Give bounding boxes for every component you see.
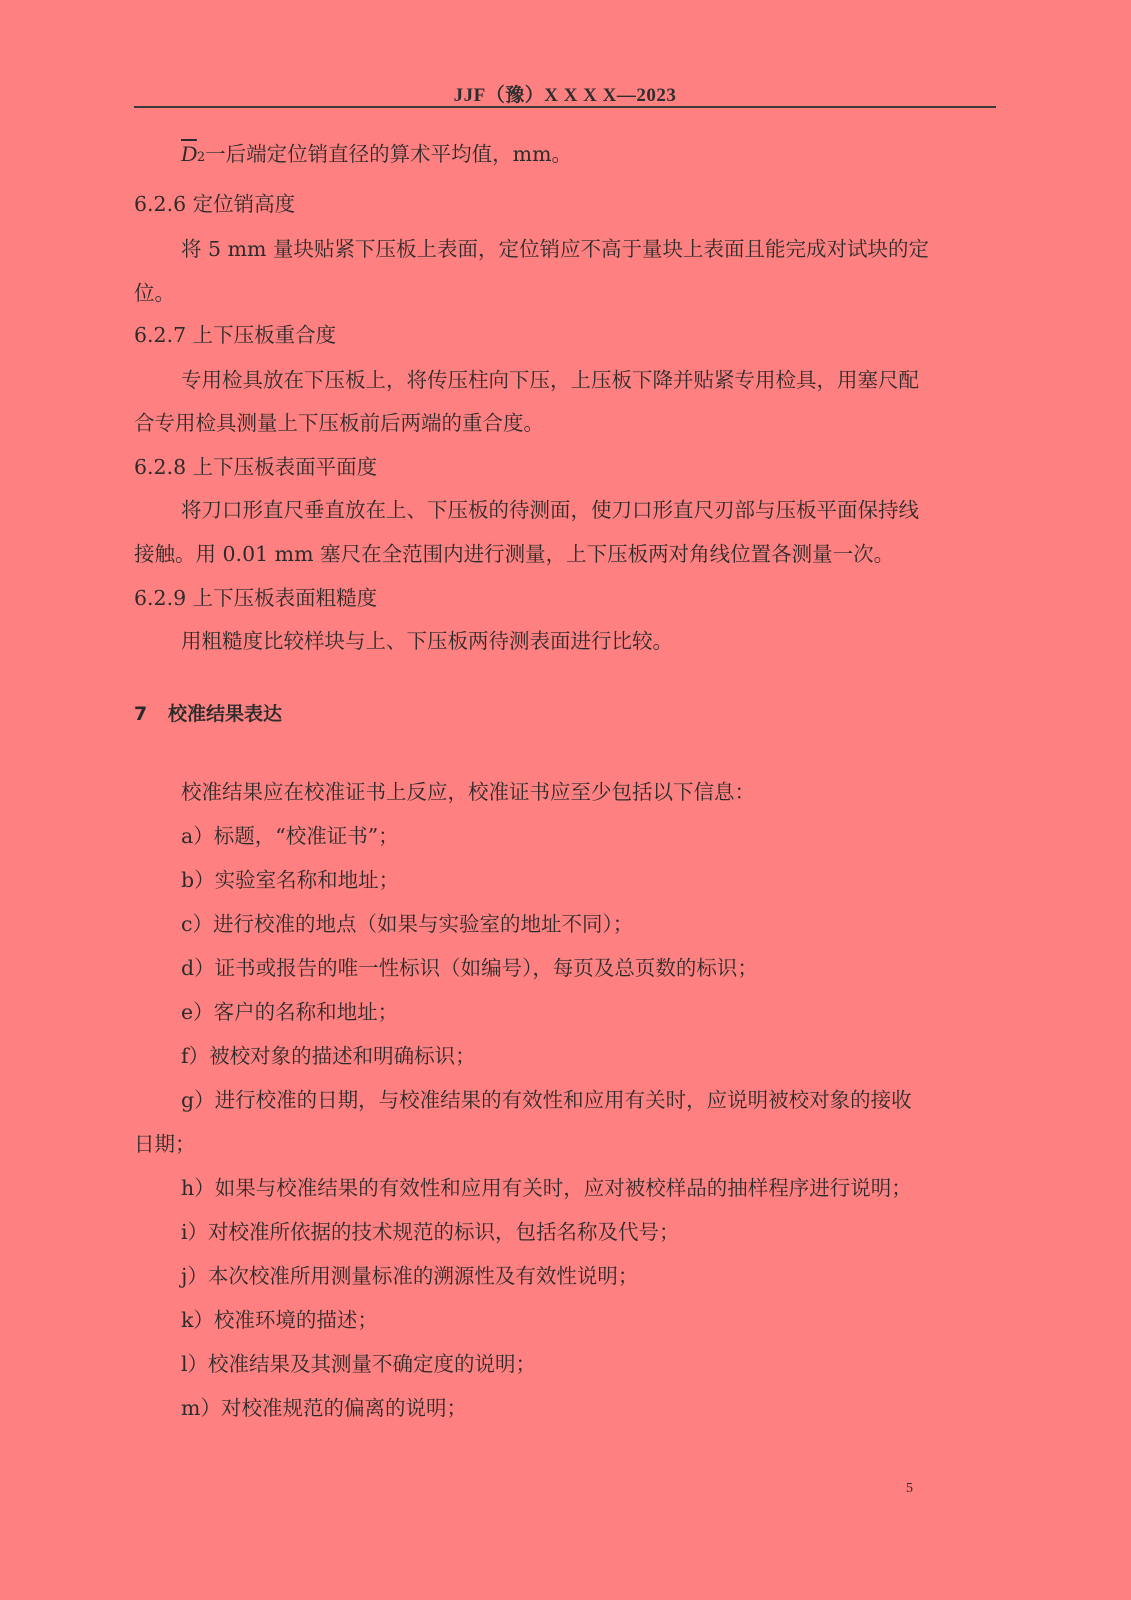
para-6-2-9-line1: 用粗糙度比较样块与上、下压板两待测表面进行比较。: [181, 629, 673, 653]
list-item-b: b）实验室名称和地址；: [181, 868, 400, 892]
section-7-number: 7: [134, 703, 148, 725]
section-7-title: 校准结果表达: [168, 703, 283, 725]
list-item-i: i）对校准所依据的技术规范的标识，包括名称及代号；: [181, 1220, 680, 1244]
para-6-2-7-line2: 合专用检具测量上下压板前后两端的重合度。: [134, 411, 544, 435]
list-item-e: e）客户的名称和地址；: [181, 1000, 399, 1024]
heading-6-2-9: 6.2.9 上下压板表面粗糙度: [134, 586, 378, 610]
para-6-2-8-line1: 将刀口形直尺垂直放在上、下压板的待测面，使刀口形直尺刃部与压板平面保持线: [181, 498, 919, 522]
d2-subscript: 2: [196, 150, 206, 165]
heading-6-2-6: 6.2.6 定位销高度: [134, 192, 296, 216]
heading-6-2-7: 6.2.7 上下压板重合度: [134, 323, 337, 347]
list-item-d: d）证书或报告的唯一性标识（如编号），每页及总页数的标识；: [181, 956, 758, 980]
list-item-f: f）被校对象的描述和明确标识；: [181, 1044, 476, 1068]
d2-symbol: $\overline{D}$: [181, 141, 197, 166]
list-item-a: a）标题，“校准证书”；: [181, 824, 399, 848]
page-header: JJF（豫）X X X X—2023: [453, 85, 677, 106]
list-item-h: h）如果与校准结果的有效性和应用有关时，应对被校样品的抽样程序进行说明；: [181, 1176, 912, 1200]
heading-6-2-8: 6.2.8 上下压板表面平面度: [134, 455, 378, 479]
list-item-g: g）进行校准的日期，与校准结果的有效性和应用有关时，应说明被校对象的接收: [181, 1088, 912, 1112]
list-item-g-cont: 日期；: [134, 1132, 196, 1156]
page-number: 5: [906, 1481, 913, 1496]
section-7-heading: [134, 700, 282, 728]
section-7-intro: 校准结果应在校准证书上反应，校准证书应至少包括以下信息：: [181, 780, 755, 804]
list-item-c: c）进行校准的地点（如果与实验室的地址不同）；: [181, 912, 634, 936]
para-6-2-6-line2: 位。: [134, 281, 175, 305]
para-6-2-6-line1: 将 5 mm 量块贴紧下压板上表面，定位销应不高于量块上表面且能完成对试块的定: [181, 237, 929, 261]
list-item-m: m）对校准规范的偏离的说明；: [181, 1396, 467, 1420]
list-item-k: k）校准环境的描述；: [181, 1308, 378, 1332]
header-rule: [134, 106, 996, 108]
para-6-2-8-line2: 接触。用 0.01 mm 塞尺在全范围内进行测量，上下压板两对角线位置各测量一次。: [134, 542, 895, 566]
list-item-j: j）本次校准所用测量标准的溯源性及有效性说明；: [181, 1264, 639, 1288]
definition-d2: [181, 140, 1051, 172]
list-item-l: l）校准结果及其测量不确定度的说明；: [181, 1352, 537, 1376]
d2-text: 一后端定位销直径的算术平均值，mm。: [205, 142, 573, 166]
para-6-2-7-line1: 专用检具放在下压板上，将传压柱向下压，上压板下降并贴紧专用检具，用塞尺配: [181, 368, 919, 392]
